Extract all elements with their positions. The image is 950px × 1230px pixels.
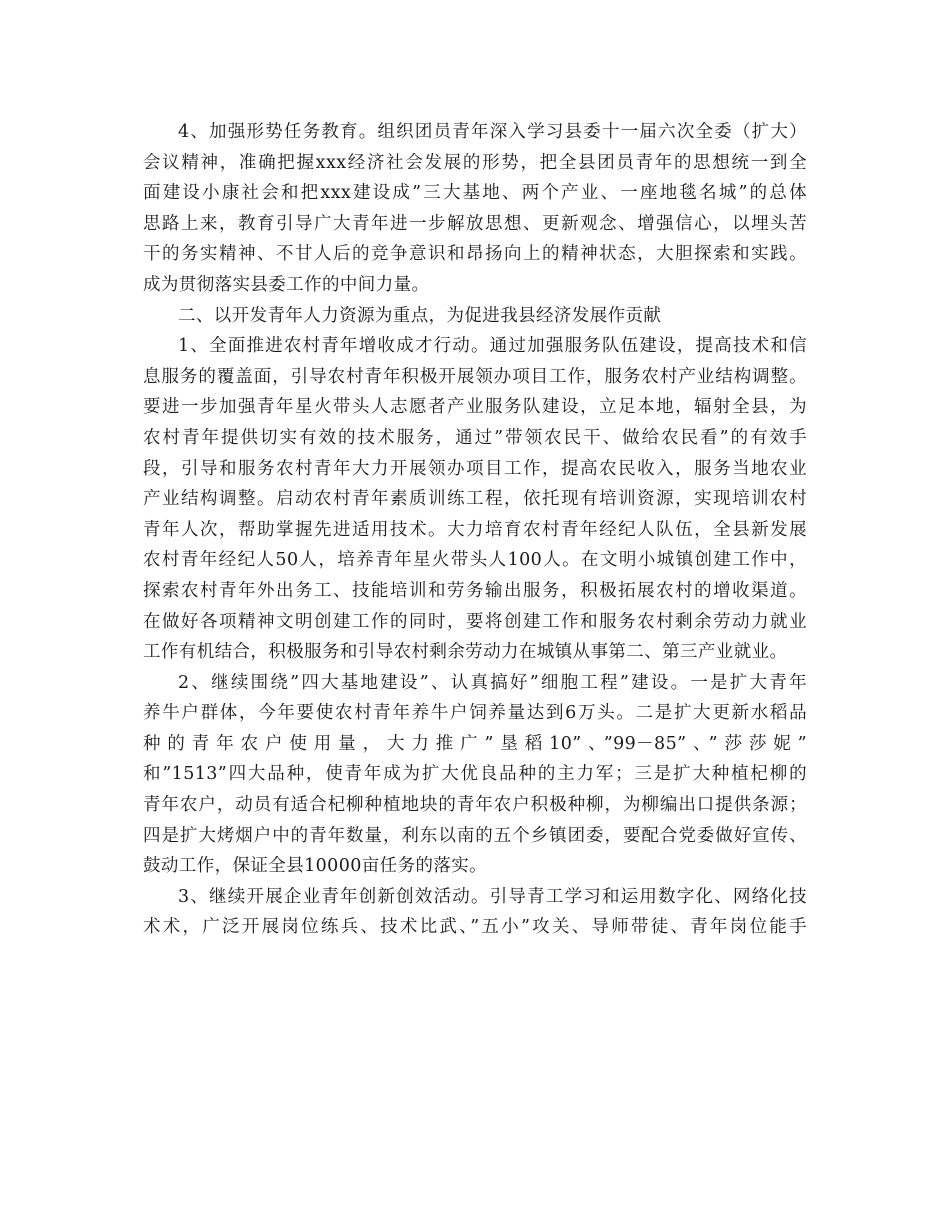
text-line: 面建设小康社会和把xxx建设成”三大基地、两个产业、一座地毯名城”的总体 (143, 183, 807, 204)
text-line: 四是扩大烤烟户中的青年数量，利东以南的五个乡镇团委，要配合党委做好宣传、 (143, 825, 807, 846)
text-line: 青年农户，动员有适合杞柳种植地块的青年农户积极种柳，为柳编出口提供条源； (143, 795, 807, 816)
text-line: 探索农村青年外出务工、技能培训和劳务输出服务，积极拓展农村的增收渠道。 (143, 580, 807, 601)
text-line: 和”1513”四大品种，使青年成为扩大优良品种的主力军；三是扩大种植杞柳的 (143, 764, 807, 785)
text-line: 种的青年农户使用量，大力推广”垦稻10”、”99－85”、”莎莎妮” (143, 733, 807, 754)
text-line: 4、加强形势任务教育。组织团员青年深入学习县委十一届六次全委（扩大） (178, 122, 807, 142)
text-line: 要进一步加强青年星火带头人志愿者产业服务队建设，立足本地，辐射全县，为 (143, 397, 807, 418)
text-line: 成为贯彻落实县委工作的中间力量。 (143, 274, 430, 295)
text-line: 3、继续开展企业青年创新创效活动。引导青工学习和运用数字化、网络化技 (178, 886, 807, 907)
text-line: 术术，广泛开展岗位练兵、技术比武、”五小”攻关、导师带徒、青年岗位能手 (143, 917, 807, 938)
document-body (143, 117, 807, 943)
text-line: 思路上来，教育引导广大青年进一步解放思想、更新观念、增强信心，以埋头苦 (143, 213, 807, 234)
text-line: 干的务实精神、不甘人后的竞争意识和昂扬向上的精神状态，大胆探索和实践。 (143, 244, 807, 265)
text-line: 1、全面推进农村青年增收成才行动。通过加强服务队伍建设，提高技术和信 (178, 336, 807, 357)
text-line: 鼓动工作，保证全县10000亩任务的落实。 (143, 856, 488, 877)
text-line: 二、以开发青年人力资源为重点，为促进我县经济发展作贡献 (178, 305, 662, 326)
text-line: 工作有机结合，积极服务和引导农村剩余劳动力在城镇从事第二、第三产业就业。 (143, 642, 788, 663)
text-line: 在做好各项精神文明创建工作的同时，要将创建工作和服务农村剩余劳动力就业 (143, 611, 807, 632)
text-line: 段，引导和服务农村青年大力开展领办项目工作，提高农民收入，服务当地农业 (143, 458, 807, 479)
text-line: 息服务的覆盖面，引导农村青年积极开展领办项目工作，服务农村产业结构调整。 (143, 366, 807, 387)
text-line: 养牛户群体，今年要使农村青年养牛户饲养量达到6万头。二是扩大更新水稻品 (143, 703, 807, 724)
text-line: 2、继续围绕”四大基地建设”、认真搞好”细胞工程”建设。一是扩大青年 (178, 672, 807, 693)
text-line: 农村青年提供切实有效的技术服务，通过”带领农民干、做给农民看”的有效手 (143, 427, 807, 448)
text-line: 青年人次，帮助掌握先进适用技术。大力培育农村青年经纪人队伍，全县新发展 (143, 519, 807, 540)
text-line: 会议精神，准确把握xxx经济社会发展的形势，把全县团员青年的思想统一到全 (143, 152, 807, 173)
text-line: 农村青年经纪人50人，培养青年星火带头人100人。在文明小城镇创建工作中， (143, 550, 807, 571)
text-line: 产业结构调整。启动农村青年素质训练工程，依托现有培训资源，实现培训农村 (143, 489, 807, 510)
